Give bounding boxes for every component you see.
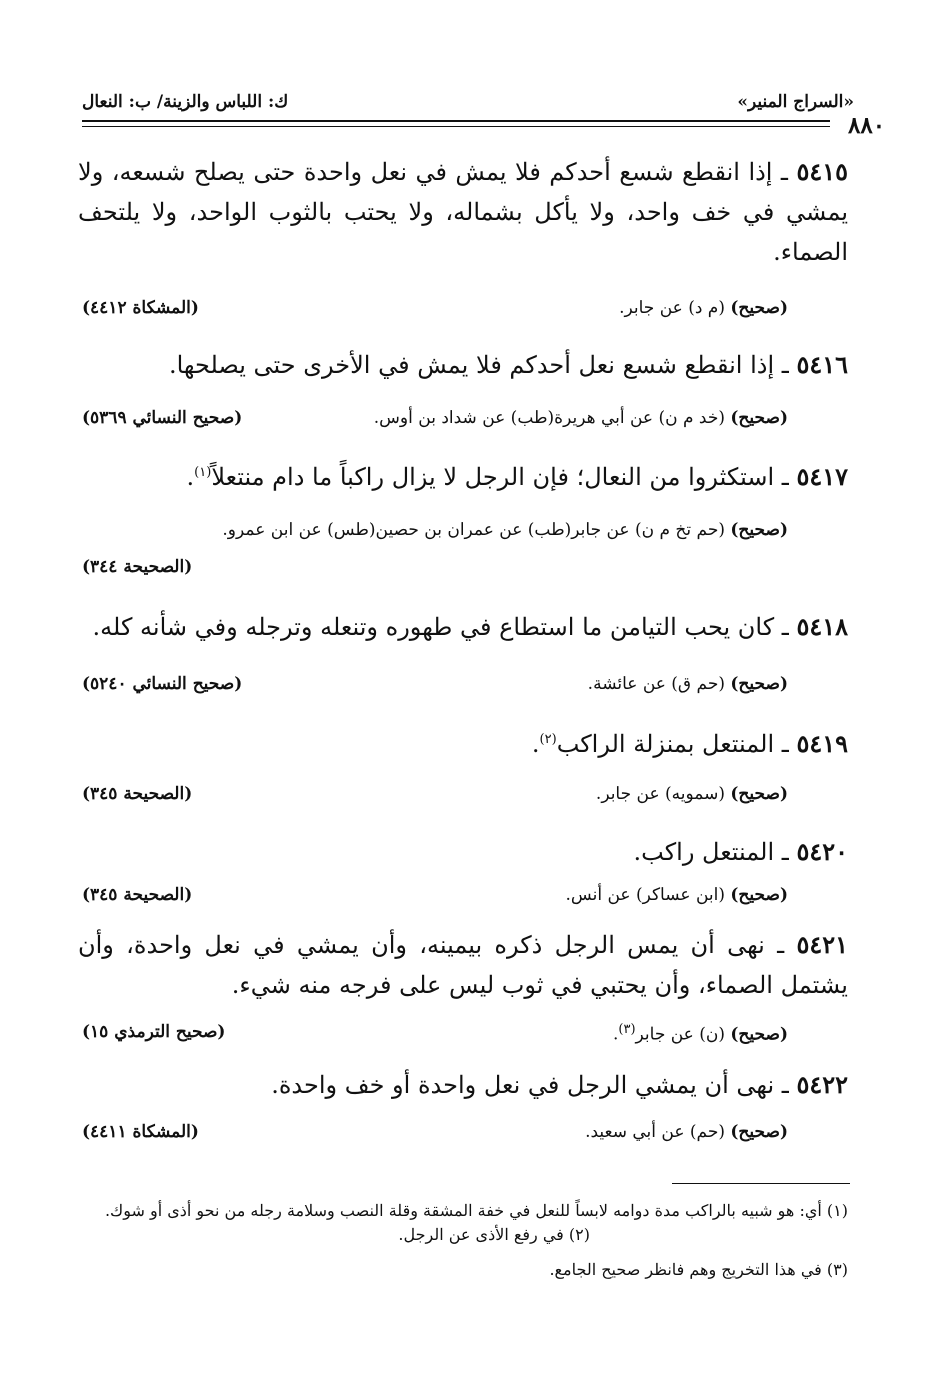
footnote-mark: (٢) xyxy=(539,732,557,747)
hadith-reference: (صحيح النسائي ٥٢٤٠) xyxy=(82,674,243,694)
hadith-reference: (المشكاة ٤٤١١) xyxy=(82,1122,199,1142)
hadith-5416: ٥٤١٦ ـ إذا انقطع شسع نعل أحدكم فلا يمش في الأخرى حتى يصلحها. xyxy=(168,350,848,379)
hadith-end: . xyxy=(186,463,195,491)
footnote-1 xyxy=(78,1197,848,1225)
hadith-grade: (صحيح) xyxy=(730,520,788,540)
footnote-mark: (٣) xyxy=(618,1022,636,1037)
footnote-rule xyxy=(672,1183,850,1184)
hadith-number: ٥٤١٥ xyxy=(796,157,848,186)
footnote-text: في هذا التخريج وهم فانظر صحيح الجامع. xyxy=(549,1260,822,1279)
hadith-number: ٥٤٢٢ xyxy=(796,1070,848,1099)
hadith-grade: (صحيح) xyxy=(730,674,788,694)
hadith-source xyxy=(588,674,788,694)
footnote-text: أي: هو شبيه بالراكب مدة دوامه لابساً للنعل في خفة المشقة وقلة النصب وسلامة رجله من نحو أذى أو شوك. xyxy=(104,1201,822,1220)
footnote-mark: (١) xyxy=(826,1201,848,1220)
hadith-source xyxy=(585,1122,788,1142)
hadith-narrators: (ابن عساكر) عن أنس. xyxy=(565,885,725,905)
hadith-reference: (المشكاة ٤٤١٢) xyxy=(82,298,199,318)
hadith-grade: (صحيح) xyxy=(730,1024,788,1045)
hadith-source xyxy=(596,784,788,804)
hadith-text: المنتعل بمنزلة الراكب xyxy=(556,730,775,758)
hadith-reference: (الصحيحة ٣٤٥) xyxy=(82,784,193,804)
header-rule xyxy=(82,120,830,122)
hadith-number: ٥٤١٨ xyxy=(796,612,848,641)
footnote-text: في رفع الأذى عن الرجل. xyxy=(398,1225,564,1244)
hadith-grade: (صحيح) xyxy=(730,298,788,318)
hadith-grade: (صحيح) xyxy=(730,784,788,804)
hadith-5421: ٥٤٢١ ـ نهى أن يمس الرجل ذكره بيمينه، وأن يمشي في نعل واحدة، وأن يشتمل الصماء، وأن يحتبي في ثوب ليس على فرجه منه شيء. xyxy=(78,930,848,999)
hadith-reference: (صحيح النسائي ٥٣٦٩) xyxy=(82,408,243,428)
hadith-5415: ٥٤١٥ ـ إذا انقطع شسع أحدكم فلا يمش في نعل واحدة حتى يصلح شسعه، ولا يمشي في خف واحد، ولا يأكل بشماله، ولا يحتب بالثوب الواحد، ولا يلتحف الصماء. xyxy=(78,157,848,266)
footnote-3 xyxy=(78,1256,848,1284)
hadith-reference: (الصحيحة ٣٤٤) xyxy=(82,557,193,577)
hadith-narrators: (حم) عن أبي سعيد. xyxy=(585,1122,725,1142)
hadith-end: . xyxy=(531,730,540,758)
hadith-text: نهى أن يمس الرجل ذكره بيمينه، وأن يمشي في نعل واحدة، وأن يشتمل الصماء، وأن يحتبي في ثوب ليس على فرجه منه شيء. xyxy=(78,931,848,999)
hadith-5419: ٥٤١٩ ـ المنتعل بمنزلة الراكب$^{(٢)}$. xyxy=(531,729,848,758)
footnote-mark: (٢) xyxy=(568,1225,590,1244)
hadith-narrators: (ن) عن جابر xyxy=(635,1024,725,1045)
hadith-text: إذا انقطع شسع نعل أحدكم فلا يمش في الأخرى حتى يصلحها. xyxy=(168,351,775,379)
hadith-grade: (صحيح) xyxy=(730,1122,788,1142)
hadith-number: ٥٤٢١ xyxy=(796,930,848,959)
hadith-number: ٥٤٢٠ xyxy=(796,837,848,866)
running-header-chapter: ك: اللباس والزينة/ ب: النعال xyxy=(82,92,289,112)
hadith-end: . xyxy=(612,1024,619,1045)
hadith-narrators: (خد م ن) عن أبي هريرة(طب) عن شداد بن أوس. xyxy=(373,408,725,428)
hadith-source xyxy=(619,298,788,318)
footnote-mark: (١) xyxy=(194,465,212,480)
hadith-text: نهى أن يمشي الرجل في نعل واحدة أو خف واحدة. xyxy=(271,1071,775,1099)
hadith-number: ٥٤١٧ xyxy=(796,462,848,491)
hadith-narrators: (م د) عن جابر. xyxy=(619,298,725,318)
hadith-text: كان يحب التيامن ما استطاع في طهوره وتنعله وترجله وفي شأنه كله. xyxy=(92,613,775,641)
hadith-5418: ٥٤١٨ ـ كان يحب التيامن ما استطاع في طهوره وتنعله وترجله وفي شأنه كله. xyxy=(92,612,848,641)
hadith-text: المنتعل راكب. xyxy=(633,838,775,866)
hadith-text: استكثروا من النعال؛ فإن الرجل لا يزال راكباً ما دام منتعلاً xyxy=(211,463,775,491)
page-number: ٨٨٠ xyxy=(848,112,886,139)
hadith-source xyxy=(222,520,788,540)
footnote-mark: (٣) xyxy=(826,1260,848,1279)
header-rule-thin xyxy=(82,126,830,127)
hadith-grade: (صحيح) xyxy=(730,885,788,905)
hadith-number: ٥٤١٩ xyxy=(796,729,848,758)
hadith-text: إذا انقطع شسع أحدكم فلا يمش في نعل واحدة حتى يصلح شسعه، ولا يمشي في خف واحد، ولا يأكل بشماله، ولا يحتب بالثوب الواحد، ولا يلتحف الصماء. xyxy=(78,158,848,266)
hadith-grade: (صحيح) xyxy=(730,408,788,428)
hadith-5422: ٥٤٢٢ ـ نهى أن يمشي الرجل في نعل واحدة أو خف واحدة. xyxy=(271,1070,848,1099)
hadith-source xyxy=(374,408,788,428)
footnote-2 xyxy=(398,1225,590,1244)
hadith-narrators: (حم تخ م ن) عن جابر(طب) عن عمران بن حصين(طس) عن ابن عمرو. xyxy=(222,520,725,540)
hadith-narrators: (حم ق) عن عائشة. xyxy=(587,674,725,694)
hadith-narrators: (سمويه) عن جابر. xyxy=(595,784,725,804)
running-header-book-title: «السراج المنير» xyxy=(737,92,854,112)
hadith-reference: (الصحيحة ٣٤٥) xyxy=(82,885,193,905)
hadith-source xyxy=(613,1022,788,1045)
hadith-5420: ٥٤٢٠ ـ المنتعل راكب. xyxy=(633,837,848,866)
hadith-reference: (صحيح الترمذي ١٥) xyxy=(82,1022,226,1042)
hadith-source xyxy=(566,885,788,905)
hadith-number: ٥٤١٦ xyxy=(796,350,848,379)
hadith-5417: ٥٤١٧ ـ استكثروا من النعال؛ فإن الرجل لا يزال راكباً ما دام منتعلاً$^{(١)}$. xyxy=(186,462,848,491)
